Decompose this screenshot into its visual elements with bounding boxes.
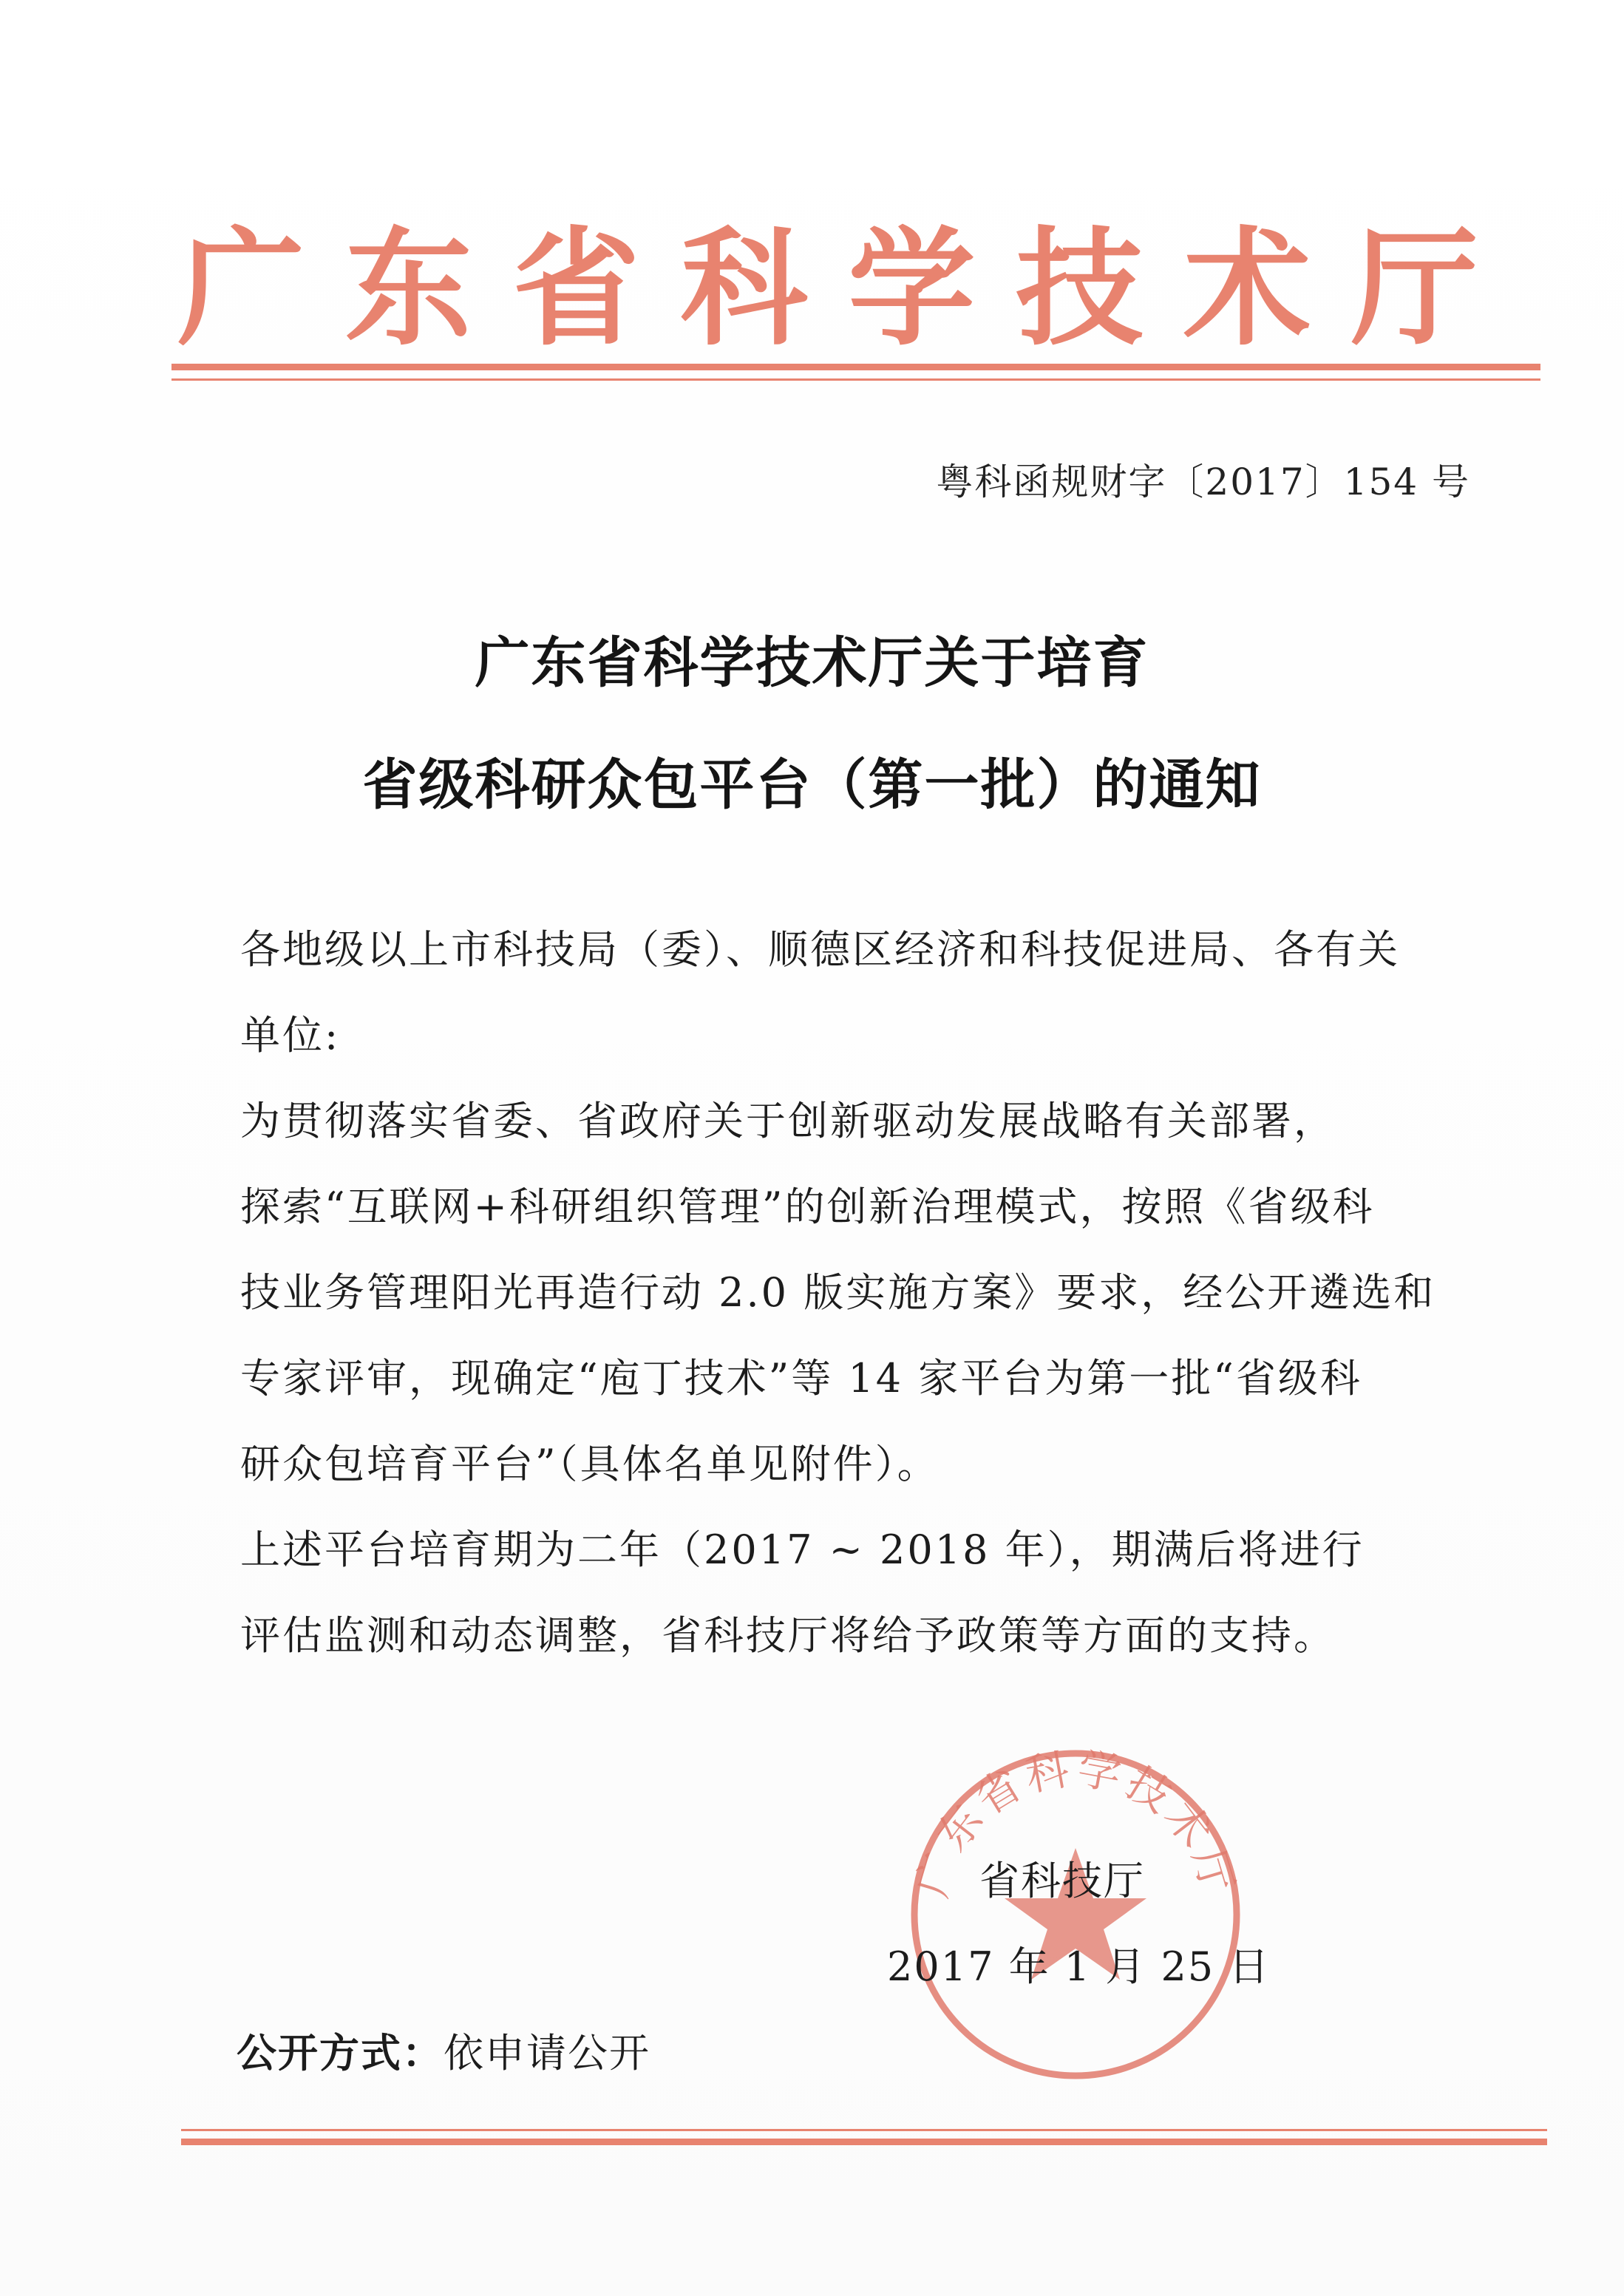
body-line: 专家评审，现确定“庖丁技术”等 14 家平台为第一批“省级科 [240,1355,1362,1402]
document-title-line-1: 广东省科学技术厅关于培育 [475,631,1149,695]
masthead-char: 广 [177,213,305,363]
document-number: 粤科函规财字〔2017〕154 号 [936,461,1470,503]
masthead-char: 东 [344,213,472,363]
masthead-char: 学 [848,213,976,363]
header-rule-thick [171,364,1540,370]
body-line: 技业务管理阳光再造行动 2.0 版实施方案》要求，经公开遴选和 [240,1269,1436,1316]
body-line: 评估监测和动态调整，省科技厅将给予政策等方面的支持。 [240,1612,1336,1659]
seal-text: 广东省科学技术厅 [906,1745,1245,1903]
body-line: 各地级以上市科技局（委）、顺德区经济和科技促进局、各有关 [240,926,1400,973]
disclosure-method [237,2022,650,2079]
disclosure-label: 公开方式： [237,2030,444,2076]
masthead-char: 技 [1016,213,1144,363]
official-seal [906,1745,1246,2085]
document-title-line-2: 省级科研众包平台（第一批）的通知 [362,753,1262,817]
masthead-char: 厅 [1350,213,1478,363]
masthead-char: 术 [1183,213,1311,363]
masthead-char: 科 [680,213,808,363]
masthead-char: 省 [512,213,640,363]
header-rule-thin [171,378,1540,381]
body-line: 研众包培育平台”（具体名单见附件）。 [240,1441,940,1487]
body-line: 为贯彻落实省委、省政府关于创新驱动发展战略有关部署， [240,1098,1336,1144]
disclosure-value: 依申请公开 [444,2030,650,2076]
body-line: 上述平台培育期为二年（2017 ~ 2018 年），期满后将进行 [240,1526,1365,1573]
signature-date: 2017 年 1 月 25 日 [887,1943,1271,1990]
footer-rule-thick [181,2139,1547,2145]
agency-masthead [177,214,1478,362]
body-line: 单位: [240,1012,341,1059]
body-line: 探索“互联网+科研组织管理”的创新治理模式，按照《省级科 [240,1183,1375,1230]
footer-rule-thin [181,2129,1547,2131]
signer-name: 省科技厅 [979,1858,1145,1904]
